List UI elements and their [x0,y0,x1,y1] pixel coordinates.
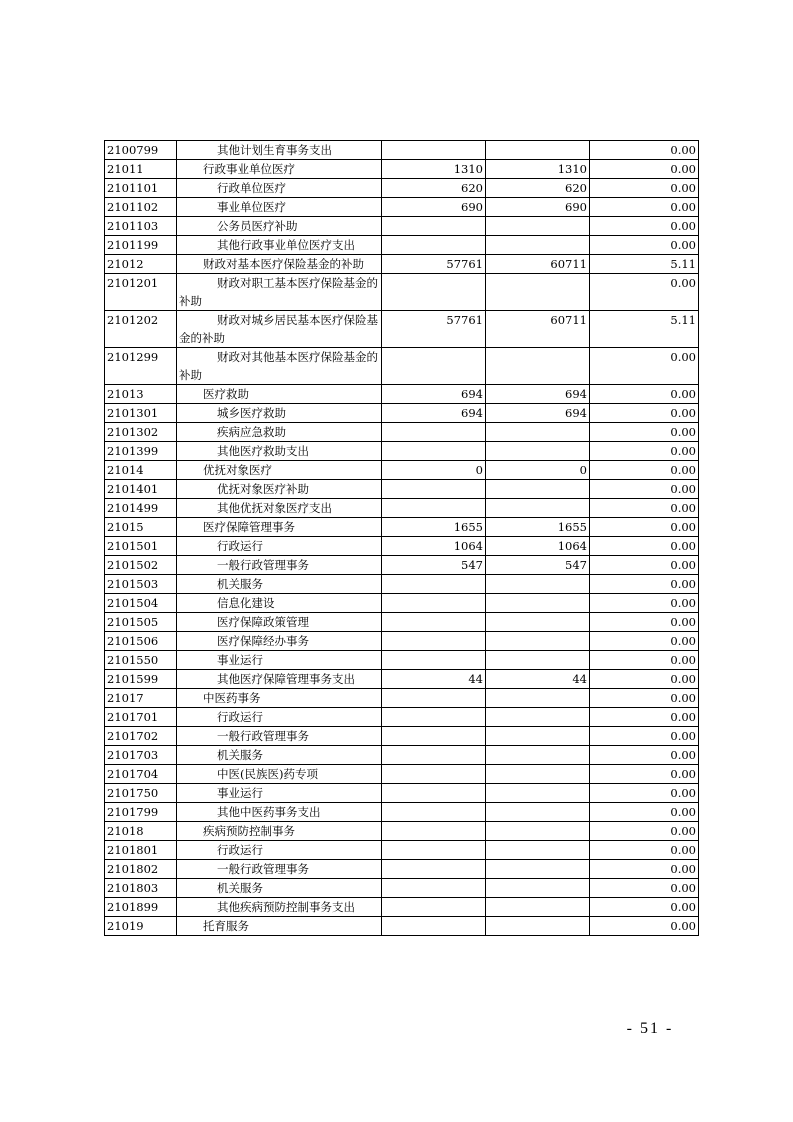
value-col-2 [486,765,590,784]
item-name-text: 疾病预防控制事务 [203,824,295,838]
table-row [105,480,699,499]
item-code: 2101499 [105,499,177,518]
growth-rate: 0.00 [590,385,699,404]
table-row [105,198,699,217]
item-name-text: 一般行政管理事务 [217,729,309,743]
growth-rate: 0.00 [590,917,699,936]
item-name [177,442,382,461]
growth-rate: 5.11 [590,255,699,274]
table-row [105,575,699,594]
value-col-2: 1310 [486,160,590,179]
item-name [177,141,382,160]
item-code: 2101703 [105,746,177,765]
item-name [177,499,382,518]
item-name-text: 行政运行 [217,843,263,857]
item-code: 21018 [105,822,177,841]
value-col-1 [382,727,486,746]
item-name [177,556,382,575]
item-code: 2101799 [105,803,177,822]
value-col-1 [382,746,486,765]
growth-rate: 0.00 [590,613,699,632]
item-name [177,765,382,784]
table-row [105,727,699,746]
item-code: 2101802 [105,860,177,879]
item-code: 2101302 [105,423,177,442]
growth-rate: 0.00 [590,556,699,575]
item-code: 2101503 [105,575,177,594]
value-col-1: 44 [382,670,486,689]
value-col-2 [486,708,590,727]
growth-rate: 0.00 [590,217,699,236]
growth-rate: 0.00 [590,480,699,499]
table-row [105,518,699,537]
value-col-2 [486,423,590,442]
value-col-2 [486,879,590,898]
growth-rate: 0.00 [590,442,699,461]
value-col-1 [382,480,486,499]
table-row [105,632,699,651]
item-name-text: 其他医疗保障管理事务支出 [217,672,355,686]
table-row [105,179,699,198]
item-name-text: 医疗救助 [203,387,249,401]
value-col-1 [382,765,486,784]
growth-rate: 0.00 [590,141,699,160]
item-name [177,746,382,765]
item-name-text: 行政事业单位医疗 [203,162,295,176]
item-name-text: 一般行政管理事务 [217,558,309,572]
item-name-text: 医疗保障经办事务 [217,634,309,648]
table-row [105,860,699,879]
value-col-1 [382,423,486,442]
table-row [105,613,699,632]
growth-rate: 0.00 [590,803,699,822]
value-col-1: 0 [382,461,486,480]
item-name [177,727,382,746]
item-name-text: 事业单位医疗 [217,200,286,214]
growth-rate: 0.00 [590,670,699,689]
value-col-1 [382,917,486,936]
growth-rate: 0.00 [590,784,699,803]
item-name [177,632,382,651]
growth-rate: 0.00 [590,236,699,255]
value-col-1 [382,841,486,860]
value-col-2 [486,480,590,499]
item-name [177,537,382,556]
item-name-text: 其他中医药事务支出 [217,805,321,819]
item-code: 2101299 [105,348,177,385]
growth-rate: 0.00 [590,274,699,311]
item-code: 2100799 [105,141,177,160]
value-col-1 [382,348,486,385]
item-code: 21019 [105,917,177,936]
page-number: - 51 - [626,1020,674,1037]
item-code: 2101550 [105,651,177,670]
item-name [177,274,382,311]
value-col-2 [486,236,590,255]
item-name-text: 优抚对象医疗补助 [217,482,309,496]
item-code: 2101504 [105,594,177,613]
item-code: 2101505 [105,613,177,632]
value-col-1 [382,708,486,727]
value-col-1 [382,442,486,461]
value-col-2 [486,348,590,385]
item-name-text: 行政单位医疗 [217,181,286,195]
item-name [177,255,382,274]
item-code: 2101801 [105,841,177,860]
item-code: 2101202 [105,311,177,348]
growth-rate: 0.00 [590,651,699,670]
item-name [177,160,382,179]
value-col-2 [486,860,590,879]
growth-rate: 0.00 [590,461,699,480]
item-code: 2101704 [105,765,177,784]
growth-rate: 0.00 [590,404,699,423]
item-name-text: 行政运行 [217,710,263,724]
budget-table-body [105,141,699,936]
growth-rate: 0.00 [590,841,699,860]
value-col-1 [382,689,486,708]
growth-rate: 0.00 [590,879,699,898]
value-col-2: 60711 [486,255,590,274]
item-name [177,917,382,936]
item-name-text: 医疗保障管理事务 [203,520,295,534]
item-name [177,480,382,499]
item-code: 2101199 [105,236,177,255]
item-name [177,841,382,860]
item-code: 2101750 [105,784,177,803]
item-name [177,385,382,404]
item-code: 2101599 [105,670,177,689]
item-name [177,594,382,613]
item-name-text: 机关服务 [217,577,263,591]
value-col-2: 0 [486,461,590,480]
item-name [177,651,382,670]
table-row [105,311,699,348]
item-name [177,348,382,385]
value-col-2: 694 [486,385,590,404]
growth-rate: 0.00 [590,575,699,594]
value-col-1 [382,632,486,651]
value-col-1 [382,594,486,613]
value-col-2 [486,651,590,670]
growth-rate: 0.00 [590,198,699,217]
item-name-text: 其他行政事业单位医疗支出 [217,238,355,252]
table-row [105,348,699,385]
value-col-1: 57761 [382,255,486,274]
value-col-2 [486,841,590,860]
item-code: 2101803 [105,879,177,898]
item-name [177,689,382,708]
table-row [105,879,699,898]
item-name-text: 疾病应急救助 [217,425,286,439]
value-col-1: 57761 [382,311,486,348]
item-name-text: 其他疾病预防控制事务支出 [217,900,355,914]
item-code: 2101701 [105,708,177,727]
item-name [177,575,382,594]
value-col-2 [486,784,590,803]
growth-rate: 0.00 [590,594,699,613]
table-row [105,651,699,670]
item-name-text: 财政对职工基本医疗保险基金的补助 [179,276,378,308]
table-row [105,689,699,708]
item-name-text: 中医(民族医)药专项 [217,767,318,781]
value-col-2: 620 [486,179,590,198]
item-code: 21015 [105,518,177,537]
value-col-2 [486,442,590,461]
value-col-1: 1655 [382,518,486,537]
item-name-text: 行政运行 [217,539,263,553]
item-name-text: 中医药事务 [203,691,261,705]
item-name [177,803,382,822]
growth-rate: 0.00 [590,860,699,879]
item-name-text: 公务员医疗补助 [217,219,298,233]
value-col-2 [486,594,590,613]
item-code: 2101702 [105,727,177,746]
item-name [177,461,382,480]
item-name [177,784,382,803]
item-name-text: 一般行政管理事务 [217,862,309,876]
value-col-2 [486,917,590,936]
value-col-2 [486,689,590,708]
item-name-text: 事业运行 [217,786,263,800]
value-col-2: 44 [486,670,590,689]
growth-rate: 5.11 [590,311,699,348]
value-col-1: 620 [382,179,486,198]
value-col-1: 547 [382,556,486,575]
item-code: 2101506 [105,632,177,651]
growth-rate: 0.00 [590,746,699,765]
item-name-text: 其他医疗救助支出 [217,444,309,458]
item-name-text: 信息化建设 [217,596,275,610]
value-col-2 [486,898,590,917]
value-col-2 [486,727,590,746]
item-code: 21014 [105,461,177,480]
item-code: 2101201 [105,274,177,311]
item-name [177,879,382,898]
item-name [177,613,382,632]
item-code: 2101399 [105,442,177,461]
value-col-1 [382,499,486,518]
value-col-1 [382,236,486,255]
value-col-1 [382,613,486,632]
table-row [105,499,699,518]
growth-rate: 0.00 [590,499,699,518]
table-row [105,917,699,936]
table-row [105,594,699,613]
item-code: 2101301 [105,404,177,423]
item-name-text: 优抚对象医疗 [203,463,272,477]
value-col-2 [486,613,590,632]
item-name [177,822,382,841]
item-name-text: 城乡医疗救助 [217,406,286,420]
value-col-2 [486,632,590,651]
growth-rate: 0.00 [590,518,699,537]
table-row [105,141,699,160]
growth-rate: 0.00 [590,348,699,385]
table-row [105,160,699,179]
table-row [105,556,699,575]
value-col-2: 60711 [486,311,590,348]
table-row [105,255,699,274]
growth-rate: 0.00 [590,423,699,442]
value-col-2 [486,499,590,518]
value-col-2: 1064 [486,537,590,556]
table-row [105,423,699,442]
value-col-1 [382,274,486,311]
item-name [177,217,382,236]
budget-table [104,140,699,936]
item-name-text: 财政对其他基本医疗保险基金的补助 [179,350,378,382]
table-row [105,461,699,480]
item-code: 21013 [105,385,177,404]
value-col-1 [382,141,486,160]
growth-rate: 0.00 [590,727,699,746]
table-row [105,385,699,404]
value-col-2 [486,217,590,236]
value-col-1 [382,860,486,879]
growth-rate: 0.00 [590,179,699,198]
value-col-1 [382,651,486,670]
item-name [177,670,382,689]
growth-rate: 0.00 [590,898,699,917]
value-col-2 [486,141,590,160]
item-name [177,404,382,423]
item-name [177,518,382,537]
table-row [105,765,699,784]
item-code: 2101401 [105,480,177,499]
item-name [177,198,382,217]
table-row [105,708,699,727]
value-col-1 [382,575,486,594]
value-col-2: 1655 [486,518,590,537]
value-col-2 [486,822,590,841]
table-row [105,841,699,860]
value-col-2 [486,803,590,822]
item-code: 21011 [105,160,177,179]
item-name-text: 事业运行 [217,653,263,667]
table-row [105,217,699,236]
growth-rate: 0.00 [590,822,699,841]
growth-rate: 0.00 [590,537,699,556]
item-name-text: 托育服务 [203,919,249,933]
value-col-2: 547 [486,556,590,575]
item-name-text: 机关服务 [217,881,263,895]
value-col-1: 694 [382,385,486,404]
table-row [105,746,699,765]
item-name [177,708,382,727]
value-col-2 [486,746,590,765]
item-code: 2101502 [105,556,177,575]
item-name-text: 财政对城乡居民基本医疗保险基金的补助 [179,313,378,345]
value-col-2 [486,274,590,311]
item-code: 21012 [105,255,177,274]
table-row [105,537,699,556]
item-name [177,423,382,442]
value-col-1 [382,217,486,236]
table-row [105,236,699,255]
item-code: 2101501 [105,537,177,556]
item-name [177,179,382,198]
growth-rate: 0.00 [590,689,699,708]
value-col-1 [382,822,486,841]
item-name [177,898,382,917]
value-col-2: 690 [486,198,590,217]
value-col-1 [382,879,486,898]
value-col-1: 1064 [382,537,486,556]
table-row [105,822,699,841]
table-row [105,274,699,311]
item-code: 2101102 [105,198,177,217]
item-name [177,860,382,879]
table-row [105,784,699,803]
growth-rate: 0.00 [590,765,699,784]
table-row [105,404,699,423]
value-col-1: 1310 [382,160,486,179]
value-col-1 [382,803,486,822]
table-row [105,442,699,461]
value-col-1: 694 [382,404,486,423]
item-name-text: 其他优抚对象医疗支出 [217,501,332,515]
table-row [105,898,699,917]
value-col-1: 690 [382,198,486,217]
item-code: 21017 [105,689,177,708]
item-code: 2101101 [105,179,177,198]
item-code: 2101103 [105,217,177,236]
item-name-text: 其他计划生育事务支出 [217,143,332,157]
growth-rate: 0.00 [590,632,699,651]
item-name-text: 机关服务 [217,748,263,762]
value-col-2 [486,575,590,594]
item-name-text: 医疗保障政策管理 [217,615,309,629]
table-row [105,803,699,822]
item-code: 2101899 [105,898,177,917]
value-col-1 [382,784,486,803]
value-col-2: 694 [486,404,590,423]
item-name-text: 财政对基本医疗保险基金的补助 [203,257,364,271]
item-name [177,236,382,255]
growth-rate: 0.00 [590,160,699,179]
item-name [177,311,382,348]
growth-rate: 0.00 [590,708,699,727]
value-col-1 [382,898,486,917]
table-row [105,670,699,689]
